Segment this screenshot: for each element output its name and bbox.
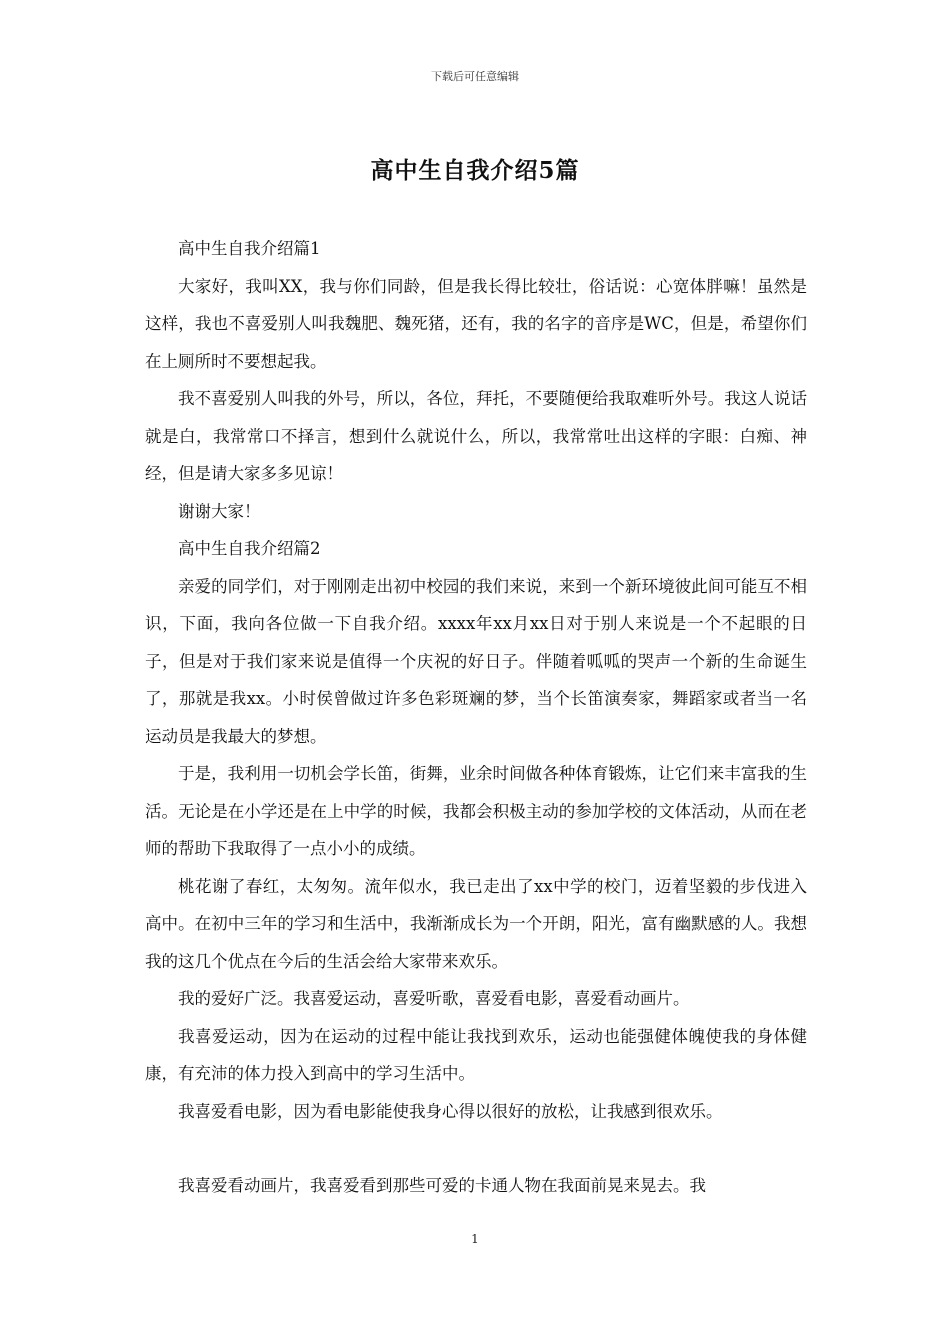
paragraph: 我的爱好广泛。我喜爱运动，喜爱听歌，喜爱看电影，喜爱看动画片。: [178, 989, 690, 1008]
paragraph: 谢谢大家！: [178, 501, 261, 521]
section-heading: 高中生自我介绍篇1: [178, 239, 321, 258]
paragraph: 我不喜爱别人叫我的外号，所以，各位，拜托，不要随便给我取难听外号。我这人说话就是白，我常常口不择言，想到什么就说什么，所以，我常常吐出这样的字眼：白痴、神经，但是请大家多多见谅！: [145, 389, 807, 483]
document-title: 高中生自我介绍5篇: [370, 157, 580, 184]
page-header: 下载后可任意编辑: [431, 70, 519, 83]
paragraph: 我喜爱看动画片，我喜爱看到那些可爱的卡通人物在我面前晃来晃去。我: [178, 1176, 706, 1195]
page-number: 1: [471, 1232, 479, 1246]
paragraph: 桃花谢了春红，太匆匆。流年似水，我已走出了xx中学的校门，迈着坚毅的步伐进入高中。在初中三年的学习和生活中，我渐渐成长为一个开朗，阳光，富有幽默感的人。我想我的这几个优点在今后的生活会给大家带来欢乐。: [145, 876, 807, 971]
paragraph: 我喜爱看电影，因为看电影能使我身心得以很好的放松，让我感到很欢乐。: [178, 1101, 723, 1121]
document-body: [145, 230, 807, 1205]
paragraph: 于是，我利用一切机会学长笛，街舞，业余时间做各种体育锻炼，让它们来丰富我的生活。无论是在小学还是在上中学的时候，我都会积极主动的参加学校的文体活动，从而在老师的帮助下我取得了一点小小的成绩。: [145, 764, 807, 858]
paragraph: 亲爱的同学们，对于刚刚走出初中校园的我们来说，来到一个新环境彼此间可能互不相识，下面，我向各位做一下自我介绍。xxxx年xx月xx日对于别人来说是一个不起眼的日子，但是对于我们家来说是值得一个庆祝的好日子。伴随着呱呱的哭声一个新的生命诞生了，那就是我xx。小时侯曾做过许多色彩斑斓的梦，当个长笛演奏家，舞蹈家或者当一名运动员是我最大的梦想。: [145, 576, 807, 746]
section-heading: 高中生自我介绍篇2: [178, 539, 321, 558]
paragraph: 我喜爱运动，因为在运动的过程中能让我找到欢乐，运动也能强健体魄使我的身体健康，有充沛的体力投入到高中的学习生活中。: [145, 1026, 807, 1083]
paragraph: 大家好，我叫XX，我与你们同龄，但是我长得比较壮，俗话说：心宽体胖嘛！虽然是这样，我也不喜爱别人叫我魏肥、魏死猪，还有，我的名字的音序是WC，但是，希望你们在上厕所时不要想起我。: [145, 276, 807, 371]
